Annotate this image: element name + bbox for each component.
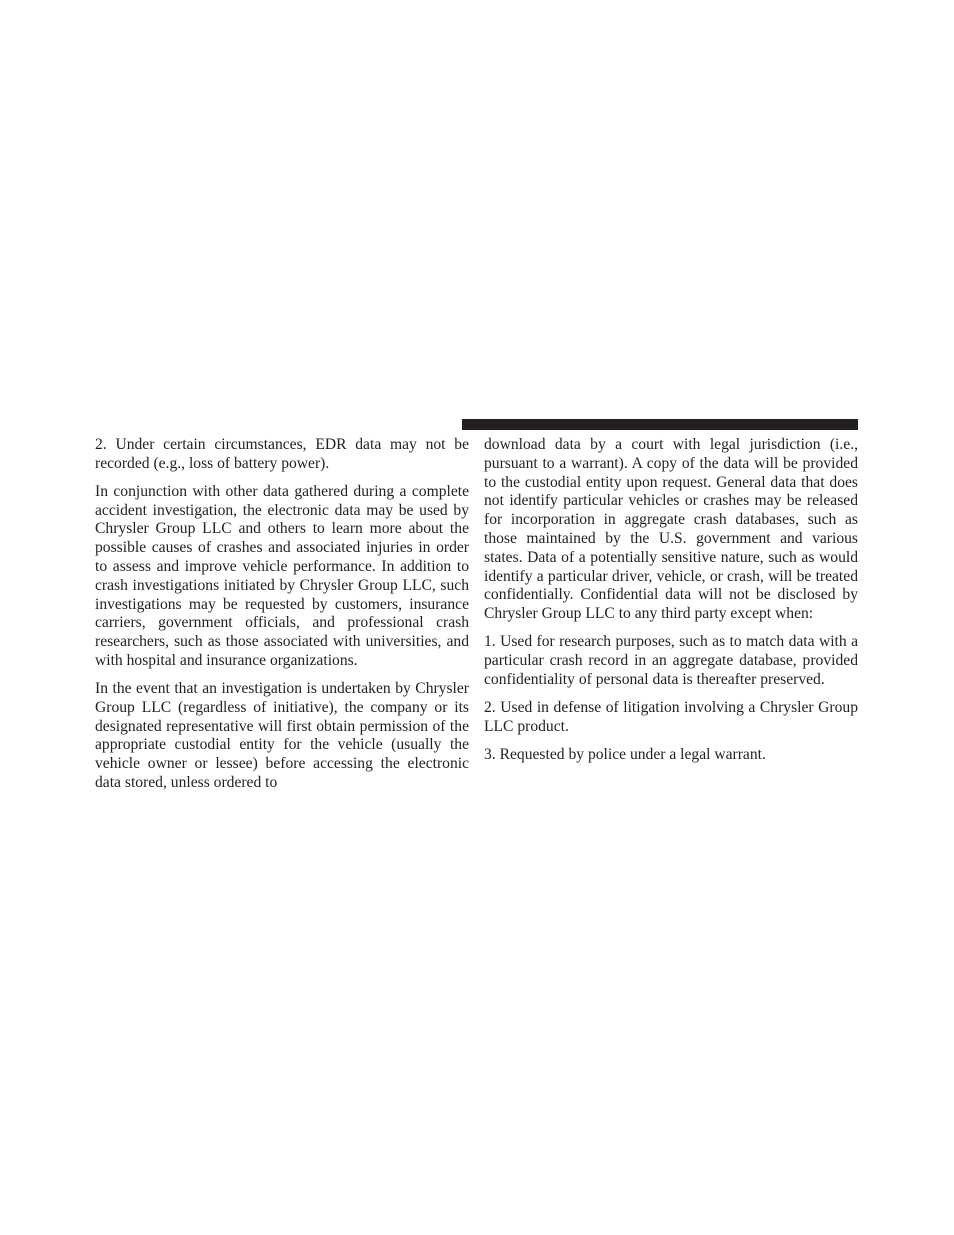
- left-column: [95, 436, 469, 802]
- list-item-police: 3. Requested by police under a legal warrant.: [484, 745, 766, 763]
- list-item-litigation: 2. Used in defense of litigation involving a Chrysler Group LLC product.: [484, 698, 858, 735]
- right-column: [484, 436, 858, 774]
- list-item-research: 1. Used for research purposes, such as to match data with a particular crash record in an aggregate database, provided confidentiality of personal data is thereafter preserved.: [484, 633, 858, 688]
- permission-paragraph: In the event that an investigation is undertaken by Chrysler Group LLC (regardless of initiative), the company or its designated representative will first obtain permission of the appropriate custodial entity for the vehicle (usually the vehicle owner or lessee) before accessing the electronic data stored, unless ordered to: [95, 679, 469, 791]
- investigation-paragraph: In conjunction with other data gathered during a complete accident investigation, the electronic data may be used by Chrysler Group LLC and others to learn more about the possible causes of crashes and associated injuries in order to assess and improve vehicle performance. In addition to crash investigations initiated by Chrysler Group LLC, such investigations may be requested by customers, insurance carriers, government officials, and professional crash researchers, such as those associated with universities, and with hospital and insurance organizations.: [95, 482, 469, 669]
- confidentiality-paragraph: download data by a court with legal jurisdiction (i.e., pursuant to a warrant). A copy of the data will be provided to the custodial entity upon request. General data that does not identify particular vehicles or crashes may be released for incorporation in aggregate crash databases, such as those maintained by the U.S. government and various states. Data of a potentially sensitive nature, such as would identify a particular driver, vehicle, or crash, will be treated confidentially. Confidential data will not be disclosed by Chrysler Group LLC to any third party except when:: [484, 436, 858, 623]
- edr-note-paragraph: 2. Under certain circumstances, EDR data may not be recorded (e.g., loss of battery power).: [95, 436, 469, 472]
- header-rule: [462, 419, 858, 430]
